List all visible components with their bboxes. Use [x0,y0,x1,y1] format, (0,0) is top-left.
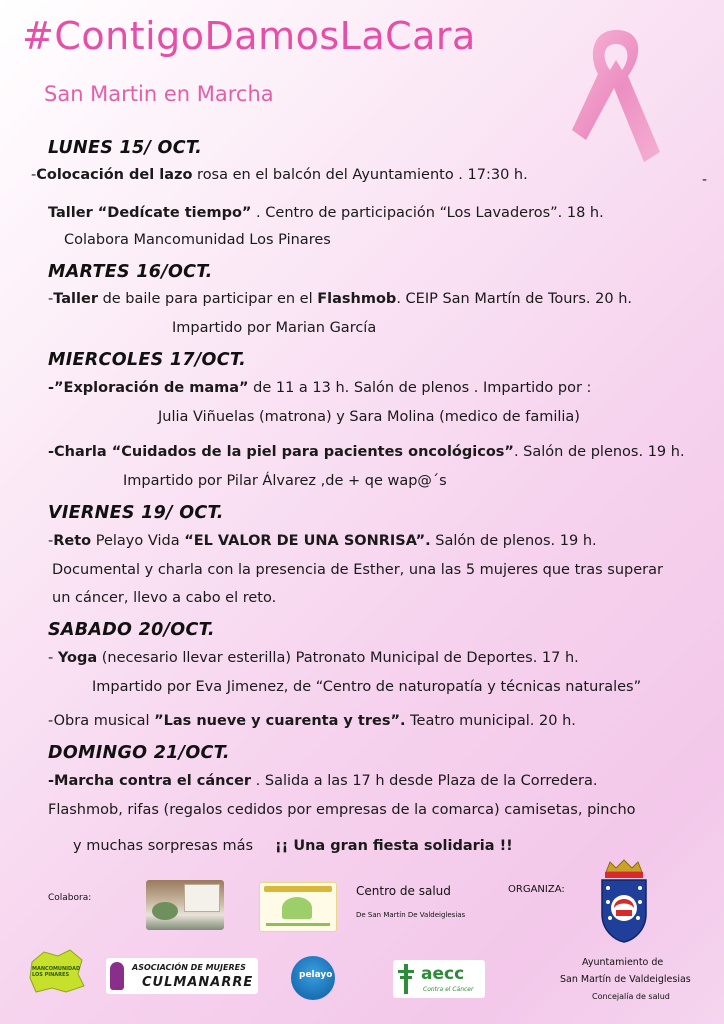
text-bold: ”Las nueve y cuarenta y tres”. [154,713,406,729]
text-bold: -Marcha contra el cáncer [48,773,252,789]
aecc-logo-subtext: Contra el Cáncer [423,986,474,993]
hashtag-title: #ContigoDamosLaCara [22,14,476,58]
pink-ribbon-icon [552,12,682,172]
text: - [48,291,54,307]
text: rosa en el balcón del Ayuntamiento . 17:30 h. [192,167,528,183]
aecc-logo [393,960,485,998]
text: . Salón de plenos. 19 h. [513,444,685,460]
ayuntamiento-line-1: Ayuntamiento de [582,957,664,968]
cross-icon [397,964,415,994]
pelayo-logo [291,956,335,1000]
day-heading-martes: MARTES 16/OCT. [48,262,213,282]
event-line: Impartido por Marian García [172,320,377,336]
centro-salud-subtitle: De San Martín De Valdeiglesias [356,911,466,919]
text-bold: Yoga [57,650,98,666]
aecc-logo-text: aecc [421,964,465,984]
text: Salón de plenos. 19 h. [430,533,597,549]
text-bold: -”Exploración de mama” [48,380,249,396]
organiza-label: ORGANIZA: [508,884,565,895]
event-line: Impartido por Pilar Álvarez ,de + qe wap@´s [123,473,447,489]
stray-dash: - [702,172,708,188]
asociacion-mujeres-logo [106,958,258,994]
text: - [31,167,37,183]
crest-icon [596,858,652,944]
event-line [48,713,576,729]
text: de baile para participar en el [97,291,318,307]
text-bold: ¡¡ Una gran fiesta solidaria !! [275,838,513,854]
text-bold: Flashmob [317,291,397,307]
event-line: Flashmob, rifas (regalos cedidos por empresas de la comarca) camisetas, pincho [48,802,636,818]
event-line [48,650,579,666]
text: Teatro municipal. 20 h. [405,713,576,729]
mancomunidad-logo-text: MANCOMUNIDAD LOS PINARES [32,966,81,978]
text: - [48,650,58,666]
ayuntamiento-line-2: San Martín de Valdeiglesias [560,974,691,985]
text-bold: Taller “Dedícate tiempo” [48,205,252,221]
text-bold: Colocación del lazo [36,167,193,183]
text-bold: Taller [53,291,98,307]
event-line [73,838,513,854]
event-line: Documental y charla con la presencia de Esther, una las 5 mujeres que tras superar [52,562,663,578]
woman-figure-icon [110,962,124,990]
subtitle: San Martin en Marcha [44,82,274,106]
text: . Salida a las 17 h desde Plaza de la Corredera. [251,773,598,789]
event-photo-image [146,880,224,930]
pelayo-logo-text: pelayo [299,970,333,980]
text-bold: -Charla “Cuidados de la piel para pacientes oncológicos” [48,444,514,460]
day-heading-viernes: VIERNES 19/ OCT. [48,503,224,523]
text: - [48,533,54,549]
event-line: Colabora Mancomunidad Los Pinares [64,232,331,248]
event-line [31,167,528,183]
day-heading-lunes: LUNES 15/ OCT. [48,138,203,158]
mancomunidad-logo [26,948,88,996]
asociacion-logo-line-1: ASOCIACIÓN DE MUJERES [132,963,246,972]
text: . Centro de participación “Los Lavaderos”. 18 h. [251,205,604,221]
day-heading-domingo: DOMINGO 21/OCT. [48,743,230,763]
mancomunidad-small-logo [259,882,337,932]
text: . CEIP San Martín de Tours. 20 h. [396,291,633,307]
event-line: Impartido por Eva Jimenez, de “Centro de naturopatía y técnicas naturales” [92,679,642,695]
text: y muchas sorpresas más [73,838,254,854]
day-heading-miercoles: MIERCOLES 17/OCT. [48,350,247,370]
text-bold: “EL VALOR DE UNA SONRISA”. [184,533,431,549]
day-heading-sabado: SABADO 20/OCT. [48,620,215,640]
event-line [48,533,597,549]
event-line: Julia Viñuelas (matrona) y Sara Molina (medico de familia) [158,409,580,425]
ayuntamiento-line-3: Concejalía de salud [592,992,670,1001]
text: -Obra musical [48,713,155,729]
text: (necesario llevar esterilla) Patronato Municipal de Deportes. 17 h. [97,650,579,666]
colabora-label: Colabora: [48,893,92,903]
event-line [48,380,591,396]
event-line [48,291,632,307]
event-line [48,444,685,460]
event-line: un cáncer, llevo a cabo el reto. [52,590,277,606]
centro-salud-title: Centro de salud [356,884,451,898]
asociacion-logo-line-2: CULMANARRE [142,975,254,990]
text-bold: Reto [53,533,92,549]
text: de 11 a 13 h. Salón de plenos . Impartido por : [248,380,592,396]
text: Pelayo Vida [91,533,185,549]
event-line [48,773,597,789]
event-line [48,205,604,221]
